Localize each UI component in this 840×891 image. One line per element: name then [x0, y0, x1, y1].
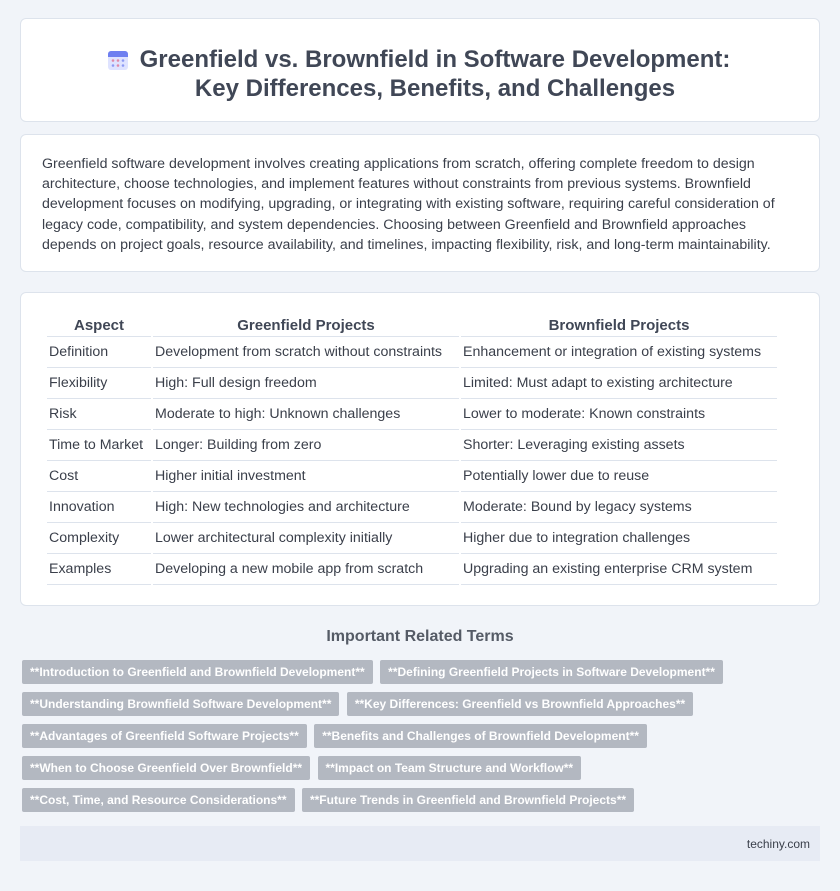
related-term-tag[interactable]: **Advantages of Greenfield Software Projects** — [22, 724, 307, 748]
aspect-cell: Cost — [47, 461, 151, 492]
greenfield-cell: High: Full design freedom — [153, 368, 459, 399]
footer-site-link[interactable]: techiny.com — [746, 837, 810, 851]
related-terms-heading: Important Related Terms — [326, 628, 514, 645]
related-term-tag[interactable]: **Introduction to Greenfield and Brownfield Development** — [22, 660, 373, 684]
column-header-greenfield: Greenfield Projects — [153, 315, 459, 337]
brownfield-cell: Potentially lower due to reuse — [461, 461, 777, 492]
brownfield-cell: Limited: Must adapt to existing architecture — [461, 368, 777, 399]
related-term-tag[interactable]: **Understanding Brownfield Software Development** — [22, 692, 339, 716]
brownfield-cell: Enhancement or integration of existing systems — [461, 337, 777, 368]
footer — [20, 826, 820, 861]
aspect-cell: Flexibility — [47, 368, 151, 399]
related-term-tag[interactable]: **When to Choose Greenfield Over Brownfield** — [22, 756, 310, 780]
greenfield-cell: Higher initial investment — [153, 461, 459, 492]
aspect-cell: Time to Market — [47, 430, 151, 461]
table-row — [47, 399, 777, 430]
brownfield-cell: Shorter: Leveraging existing assets — [461, 430, 777, 461]
table-header-row — [47, 315, 777, 337]
table-row — [47, 461, 777, 492]
greenfield-cell: Development from scratch without constraints — [153, 337, 459, 368]
related-terms-list — [22, 660, 822, 820]
greenfield-cell: Developing a new mobile app from scratch — [153, 554, 459, 585]
table-row — [47, 430, 777, 461]
related-term-tag[interactable]: **Defining Greenfield Projects in Software Development** — [380, 660, 723, 684]
aspect-cell: Examples — [47, 554, 151, 585]
greenfield-cell: High: New technologies and architecture — [153, 492, 459, 523]
table-row — [47, 337, 777, 368]
comparison-table — [45, 315, 779, 585]
page-title: Greenfield vs. Brownfield in Software Development: Key Differences, Benefits, and Challenges — [139, 46, 731, 102]
greenfield-cell: Lower architectural complexity initially — [153, 523, 459, 554]
related-term-tag[interactable]: **Impact on Team Structure and Workflow** — [318, 756, 582, 780]
column-header-aspect: Aspect — [47, 315, 151, 337]
table-row — [47, 523, 777, 554]
table-row — [47, 368, 777, 399]
comparison-card — [20, 292, 820, 606]
brownfield-cell: Upgrading an existing enterprise CRM system — [461, 554, 777, 585]
related-term-tag[interactable]: **Cost, Time, and Resource Considerations** — [22, 788, 295, 812]
intro-card — [20, 134, 820, 272]
brownfield-cell: Lower to moderate: Known constraints — [461, 399, 777, 430]
related-term-tag[interactable]: **Benefits and Challenges of Brownfield Development** — [314, 724, 647, 748]
greenfield-cell: Longer: Building from zero — [153, 430, 459, 461]
table-row — [47, 492, 777, 523]
greenfield-cell: Moderate to high: Unknown challenges — [153, 399, 459, 430]
related-term-tag[interactable]: **Key Differences: Greenfield vs Brownfield Approaches** — [347, 692, 693, 716]
calendar-icon — [107, 49, 129, 71]
table-row — [47, 554, 777, 585]
brownfield-cell: Moderate: Bound by legacy systems — [461, 492, 777, 523]
aspect-cell: Risk — [47, 399, 151, 430]
related-term-tag[interactable]: **Future Trends in Greenfield and Brownfield Projects** — [302, 788, 634, 812]
intro-paragraph: Greenfield software development involves creating applications from scratch, offering complete freedom to design architecture, choose technologies, and implement features without constraints from previous systems. Brownfield development focuses on modifying, upgrading, or integrating with existing software, requiring careful consideration of legacy code, compatibility, and system dependencies. Choosing between Greenfield and Brownfield approaches depends on project goals, resource availability, and timelines, impacting flexibility, risk, and long-term maintainability. — [42, 156, 775, 253]
aspect-cell: Definition — [47, 337, 151, 368]
aspect-cell: Complexity — [47, 523, 151, 554]
aspect-cell: Innovation — [47, 492, 151, 523]
brownfield-cell: Higher due to integration challenges — [461, 523, 777, 554]
title-card — [20, 18, 820, 122]
column-header-brownfield: Brownfield Projects — [461, 315, 777, 337]
